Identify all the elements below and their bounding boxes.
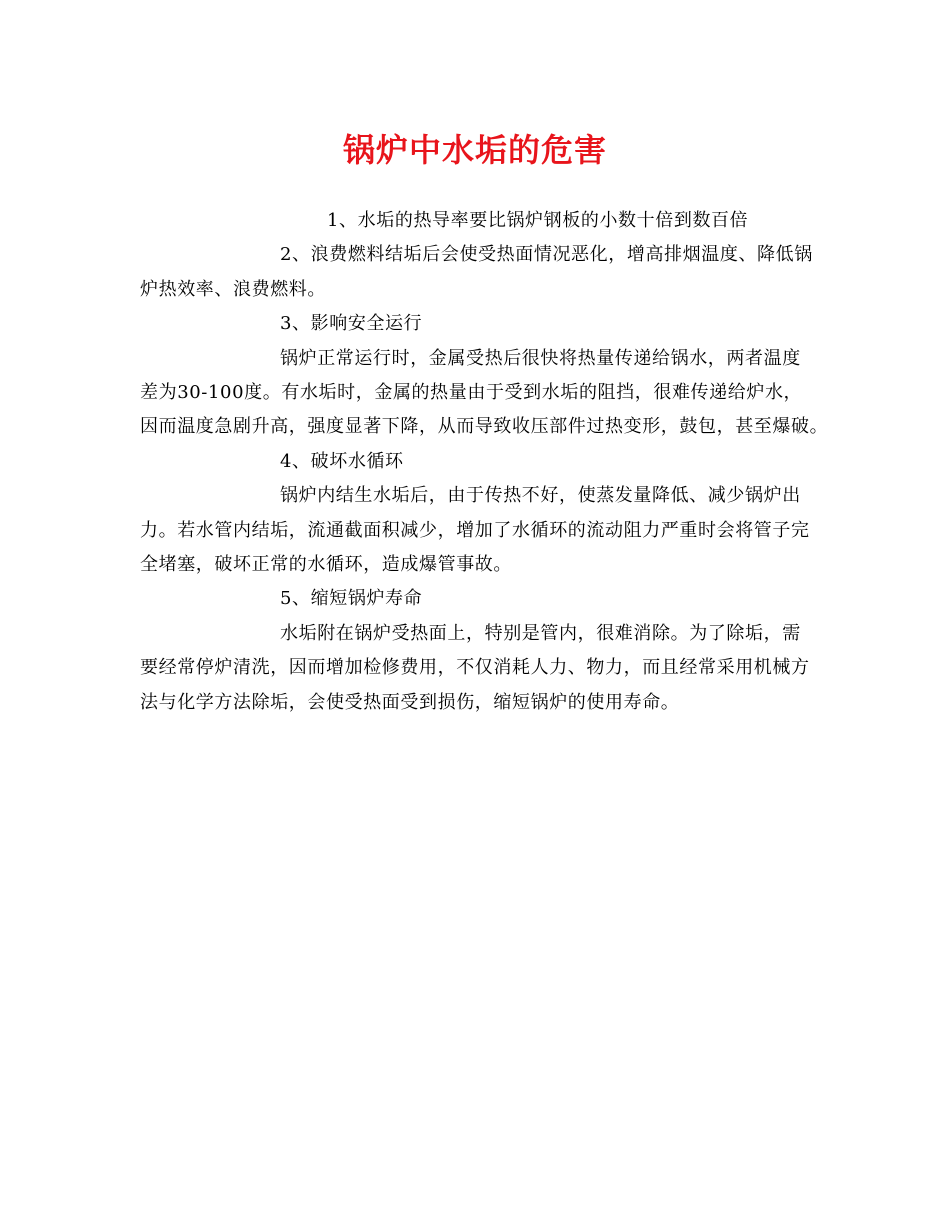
body-line: 法与化学方法除垢，会使受热面受到损伤，缩短锅炉的使用寿命。	[140, 691, 680, 713]
body-line: 要经常停炉清洗，因而增加检修费用，不仅消耗人力、物力，而且经常采用机械方	[140, 657, 810, 679]
body-line: 因而温度急剧升高，强度显著下降，从而导致收压部件过热变形，鼓包，甚至爆破。	[140, 416, 829, 438]
body-line: 3、影响安全运行	[280, 313, 423, 335]
body-line: 4、破坏水循环	[280, 450, 404, 472]
body-line: 炉热效率、浪费燃料。	[140, 278, 326, 300]
body-line: 差为30-100度。有水垢时，金属的热量由于受到水垢的阻挡，很难传递给炉水，	[140, 382, 803, 404]
document-title: 锅炉中水垢的危害	[342, 131, 607, 169]
body-line: 锅炉正常运行时，金属受热后很快将热量传递给锅水，两者温度	[280, 347, 801, 369]
body-line: 力。若水管内结垢，流通截面积减少，增加了水循环的流动阻力严重时会将管子完	[140, 519, 810, 541]
body-line: 水垢附在锅炉受热面上，特别是管内，很难消除。为了除垢，需	[280, 622, 801, 644]
body-line: 锅炉内结生水垢后，由于传热不好，使蒸发量降低、减少锅炉出	[280, 485, 801, 507]
body-line: 1、水垢的热导率要比锅炉钢板的小数十倍到数百倍	[327, 210, 749, 231]
body-line: 2、浪费燃料结垢后会使受热面情况恶化，增高排烟温度、降低锅	[280, 244, 813, 266]
body-line: 5、缩短锅炉寿命	[280, 588, 423, 610]
document-body	[140, 204, 829, 720]
body-line: 全堵塞，破坏正常的水循环，造成爆管事故。	[140, 554, 512, 576]
